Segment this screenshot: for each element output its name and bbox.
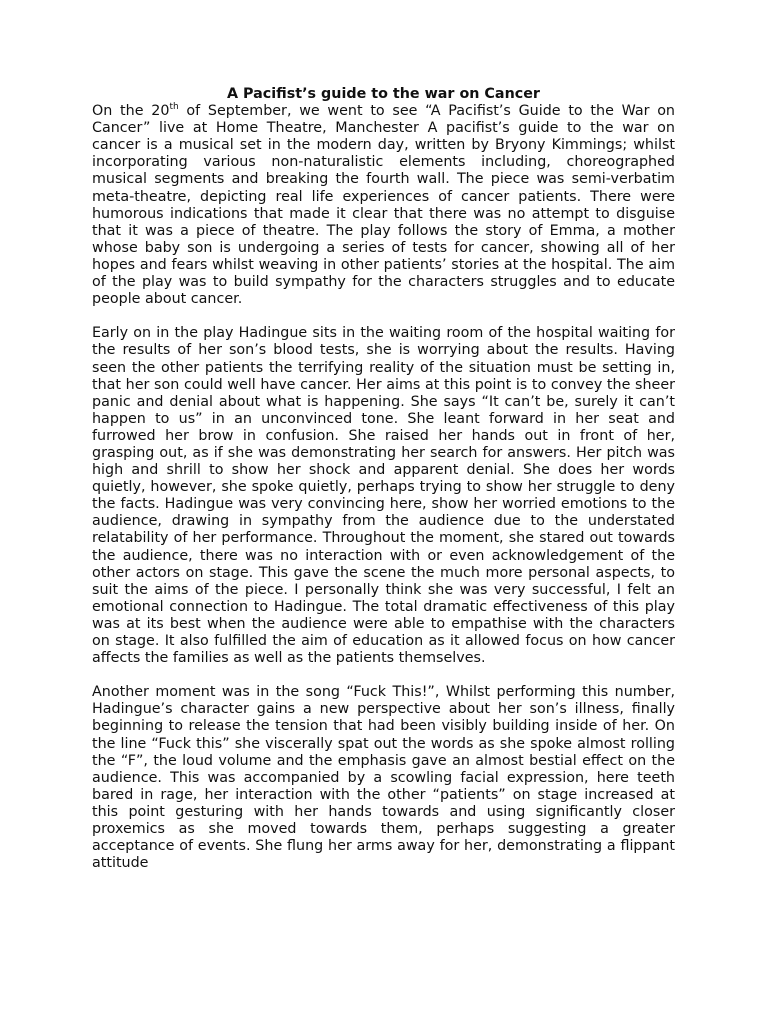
paragraph-waiting-room: Early on in the play Hadingue sits in the waiting room of the hospital waiting for the results of her son’s blood tests, she is worrying about the results. Having seen the other patients the terrifying reality of the situation must be setting in, that her son could well have cancer. Her aims at this point is to convey the sheer panic and denial about what is happening. She says “It can’t be, surely it can’t happen to us” in an unconvinced tone. She leant forward in her seat and furrowed her brow in confusion. She raised her hands out in front of her, grasping out, as if she was demonstrating her search for answers. Her pitch was high and shrill to show her shock and apparent denial. She does her words quietly, however, she spoke quietly, perhaps trying to show her struggle to deny the facts. Hadingue was very convincing here, show her worried emotions to the audience, drawing in sympathy from the audience due to the understated relatability of her performance. Throughout the moment, she stared out towards the audience, there was no interaction with or even acknowledgement of the other actors on stage. This gave the scene the much more personal aspects, to suit the aims of the piece. I personally think she was very successful, I felt an emotional connection to Hadingue. The total dramatic effectiveness of this play was at its best when the audience were able to empathise with the characters on stage. It also fulfilled the aim of education as it allowed focus on how cancer affects the families as well as the patients themselves. [92,325,675,667]
intro-lead: On the 20 [92,103,170,120]
paragraph-song: Another moment was in the song “Fuck This!”, Whilst performing this number, Hadingue’s character gains a new perspective about her son’s illness, finally beginning to release the tension that had been visibly building inside of her. On the line “Fuck this” she viscerally spat out the words as she spoke almost rolling the “F”, the loud volume and the emphasis gave an almost bestial effect on the audience. This was accompanied by a scowling facial expression, here teeth bared in rage, her interaction with the other “patients” on stage increased at this point gesturing with her hands towards and using significantly closer proxemics as she moved towards them, perhaps suggesting a greater acceptance of events. She flung her arms away for her, demonstrating a flippant attitude [92,684,675,872]
document-title: A Pacifist’s guide to the war on Cancer [227,86,540,102]
paragraph-intro [92,103,675,308]
intro-body: of September, we went to see “A Pacifist’s Guide to the War on Cancer” live at Home Theatre, Manchester A pacifist’s guide to the war on cancer is a musical set in the modern day, written by Bryony Kimmings; whilst incorporating various non-naturalistic elements including, choreographed musical segments and breaking the fourth wall. The piece was semi-verbatim meta-theatre, depicting real life experiences of cancer patients. There were humorous indications that made it clear that there was no attempt to disguise that it was a piece of theatre. The play follows the story of Emma, a mother whose baby son is undergoing a series of tests for cancer, showing all of her hopes and fears whilst weaving in other patients’ stories at the hospital. The aim of the play was to build sympathy for the characters struggles and to educate people about cancer. [92,103,675,308]
ordinal-suffix: th [169,102,179,113]
document-page [92,86,675,889]
